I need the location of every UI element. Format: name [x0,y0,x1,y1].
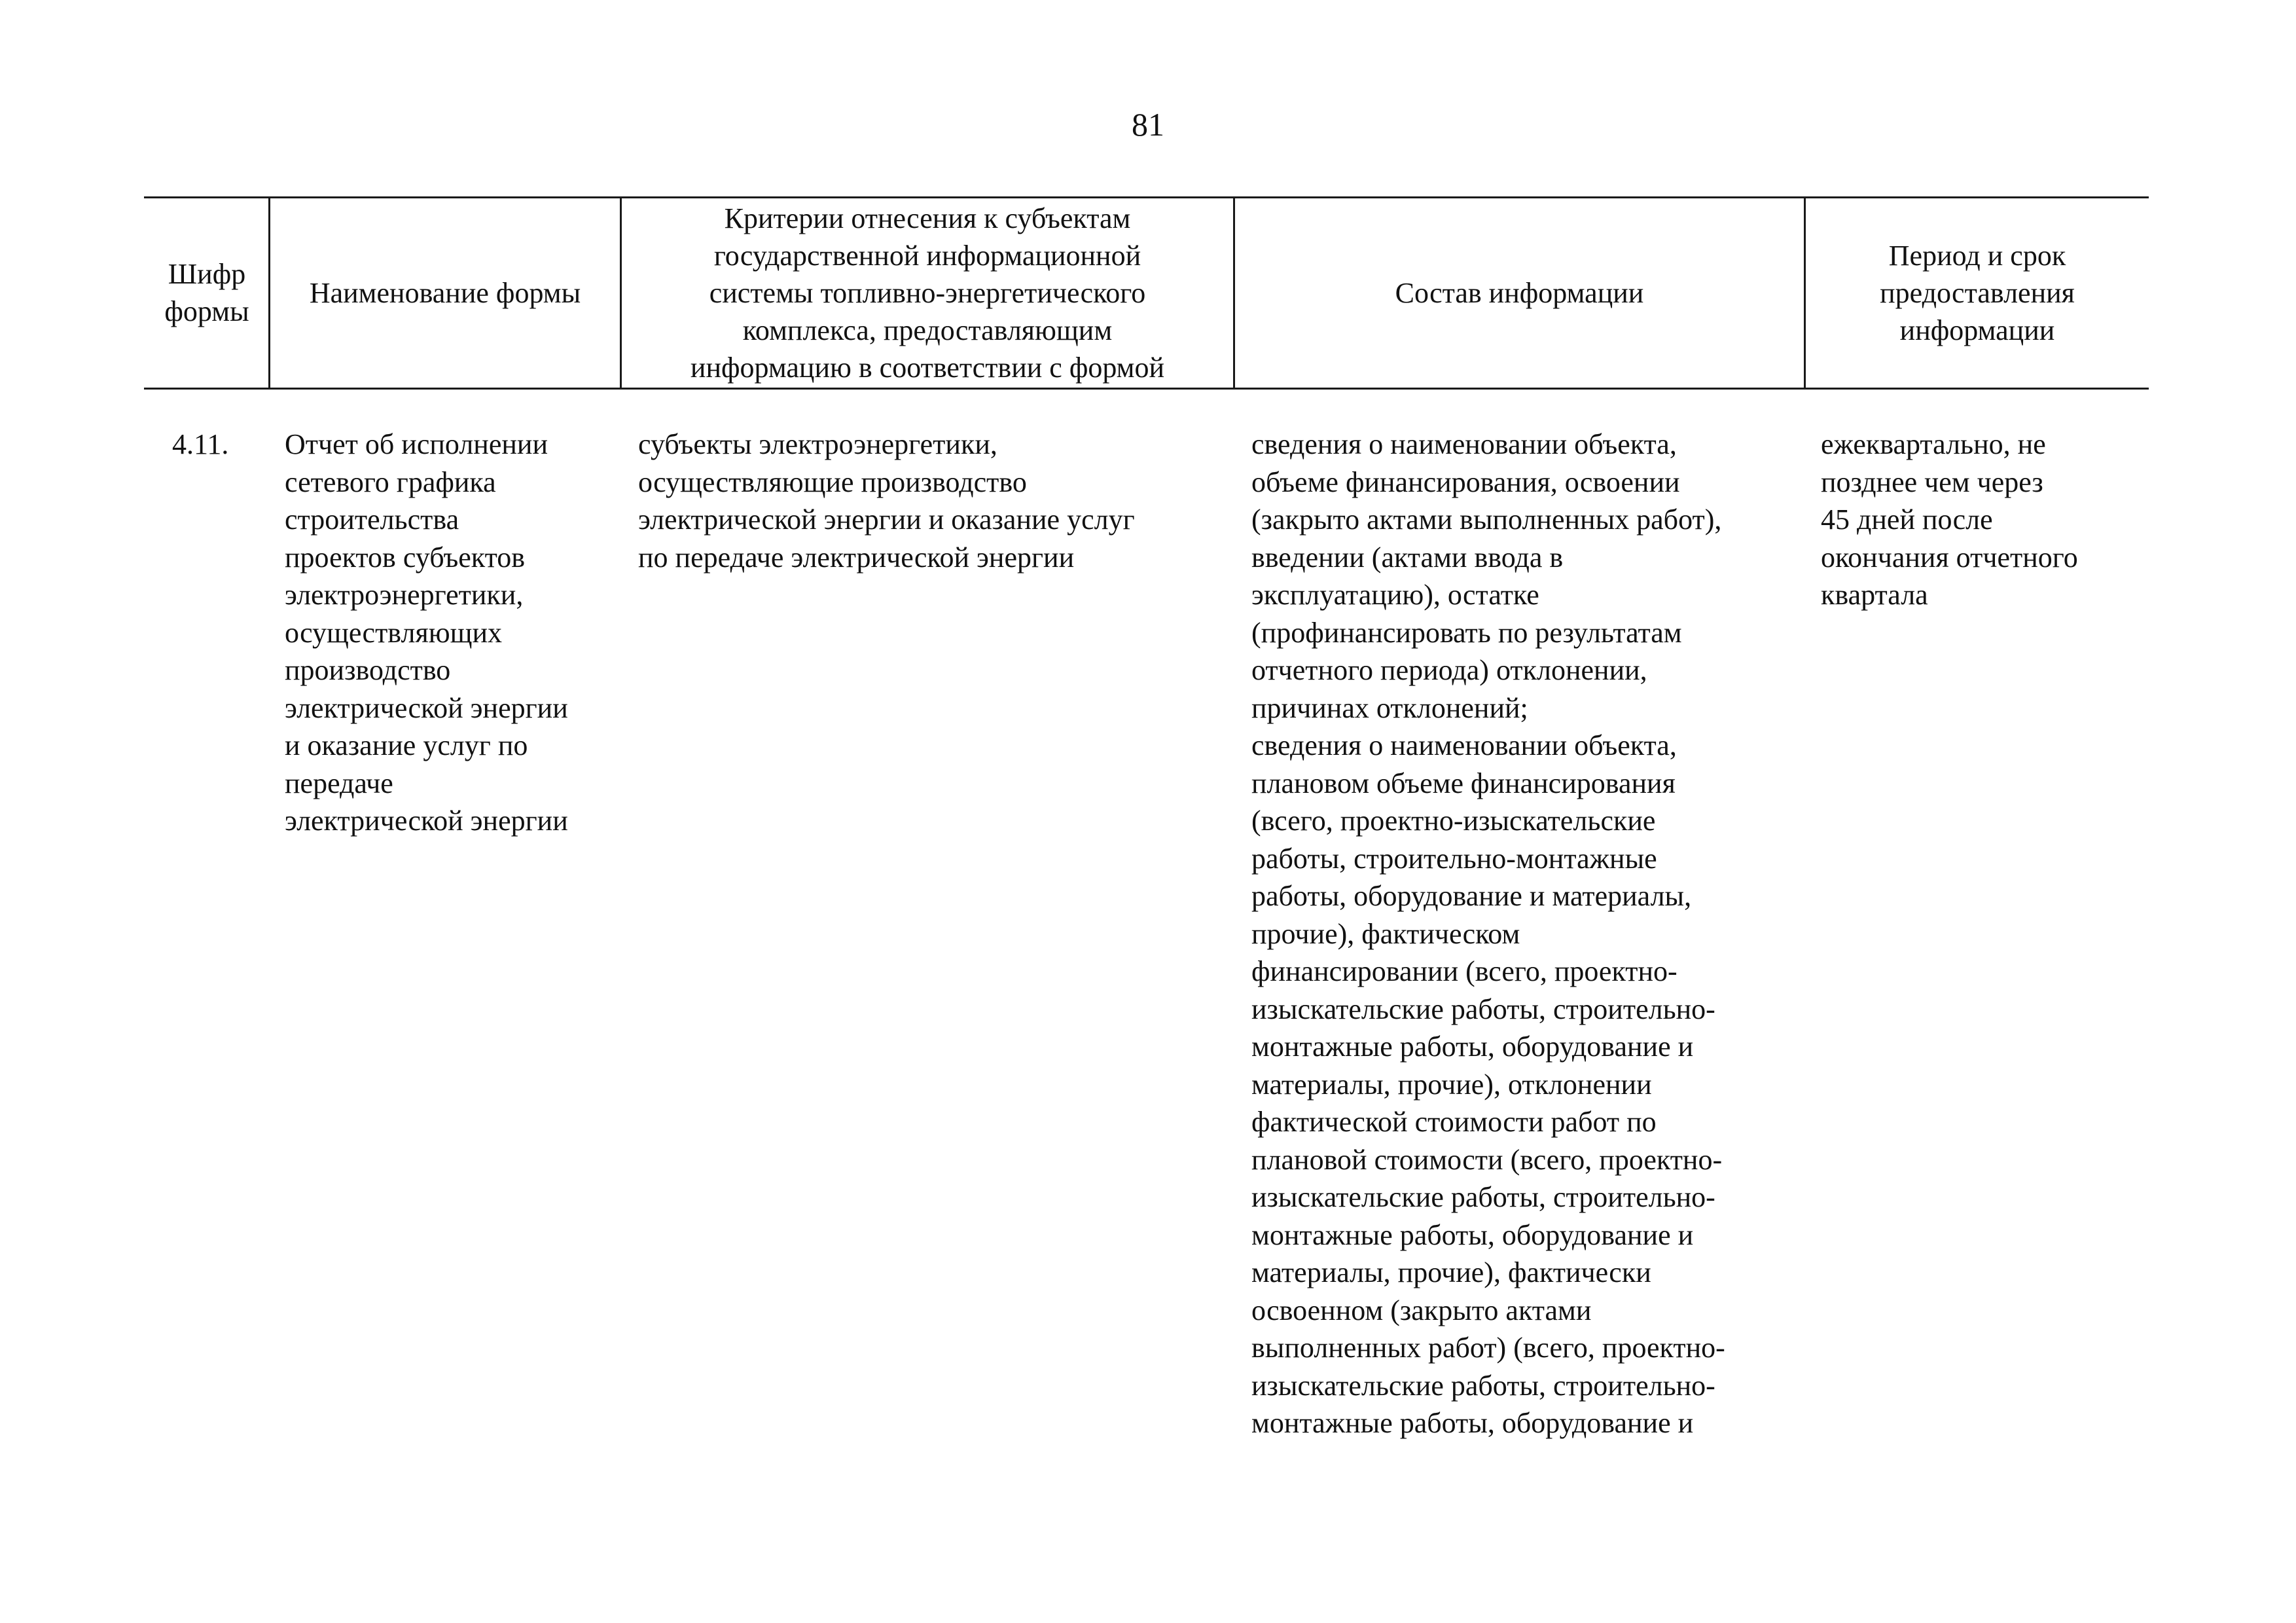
header-criteria [622,198,1233,388]
row-content: сведения о наименовании объекта, объеме финансирования, освоении (закрыто актами выполненных работ), введении (актами ввода в эксплуатацию), остатке (профинансировать по результатам отчетного периода) отклонении, причинах отклонений; сведения о наименовании объекта, плановом объеме финансирования (всего, проектно-изыскательские работы, строительно-монтажные работы, оборудование и материалы, прочие), фактическом финансировании (всего, проектно- изыскательские работы, строительно- монтажные работы, оборудование и материалы, прочие), отклонении фактической стоимости работ по плановой стоимости (всего, проектно- изыскательские работы, строительно- монтажные работы, оборудование и материалы, прочие), фактически освоенном (закрыто актами выполненных работ) (всего, проектно- изыскательские работы, строительно- монтажные работы, оборудование и [1251,428,1725,1439]
header-criteria-text: Критерии отнесения к субъектам государственной информационной системы топливно-энергетического комплекса, предоставляющим информацию в соответствии с формой [690,202,1165,384]
row-form-code: 4.11. [172,428,229,460]
header-content [1235,198,1804,388]
page-number: 81 [1132,106,1164,143]
header-period-text: Период и срок предоставления информации [1880,239,2075,346]
header-form-name [270,198,620,388]
header-bottom-rule [144,388,2149,390]
header-form-code-text: Шифр формы [164,258,249,327]
row-period: ежеквартально, не позднее чем через 45 дней после окончания отчетного квартала [1821,428,2078,611]
header-period [1806,198,2149,388]
row-criteria: субъекты электроэнергетики, осуществляющие производство электрической энергии и оказание услуг по передаче электрической энергии [638,428,1135,574]
header-form-name-text: Наименование формы [309,276,581,309]
header-content-text: Состав информации [1395,276,1644,309]
header-form-code [145,198,268,388]
row-form-name: Отчет об исполнении сетевого графика строительства проектов субъектов электроэнергетики, осуществляющих производство электрической энергии и оказание услуг по передаче электрической энергии [285,428,568,837]
